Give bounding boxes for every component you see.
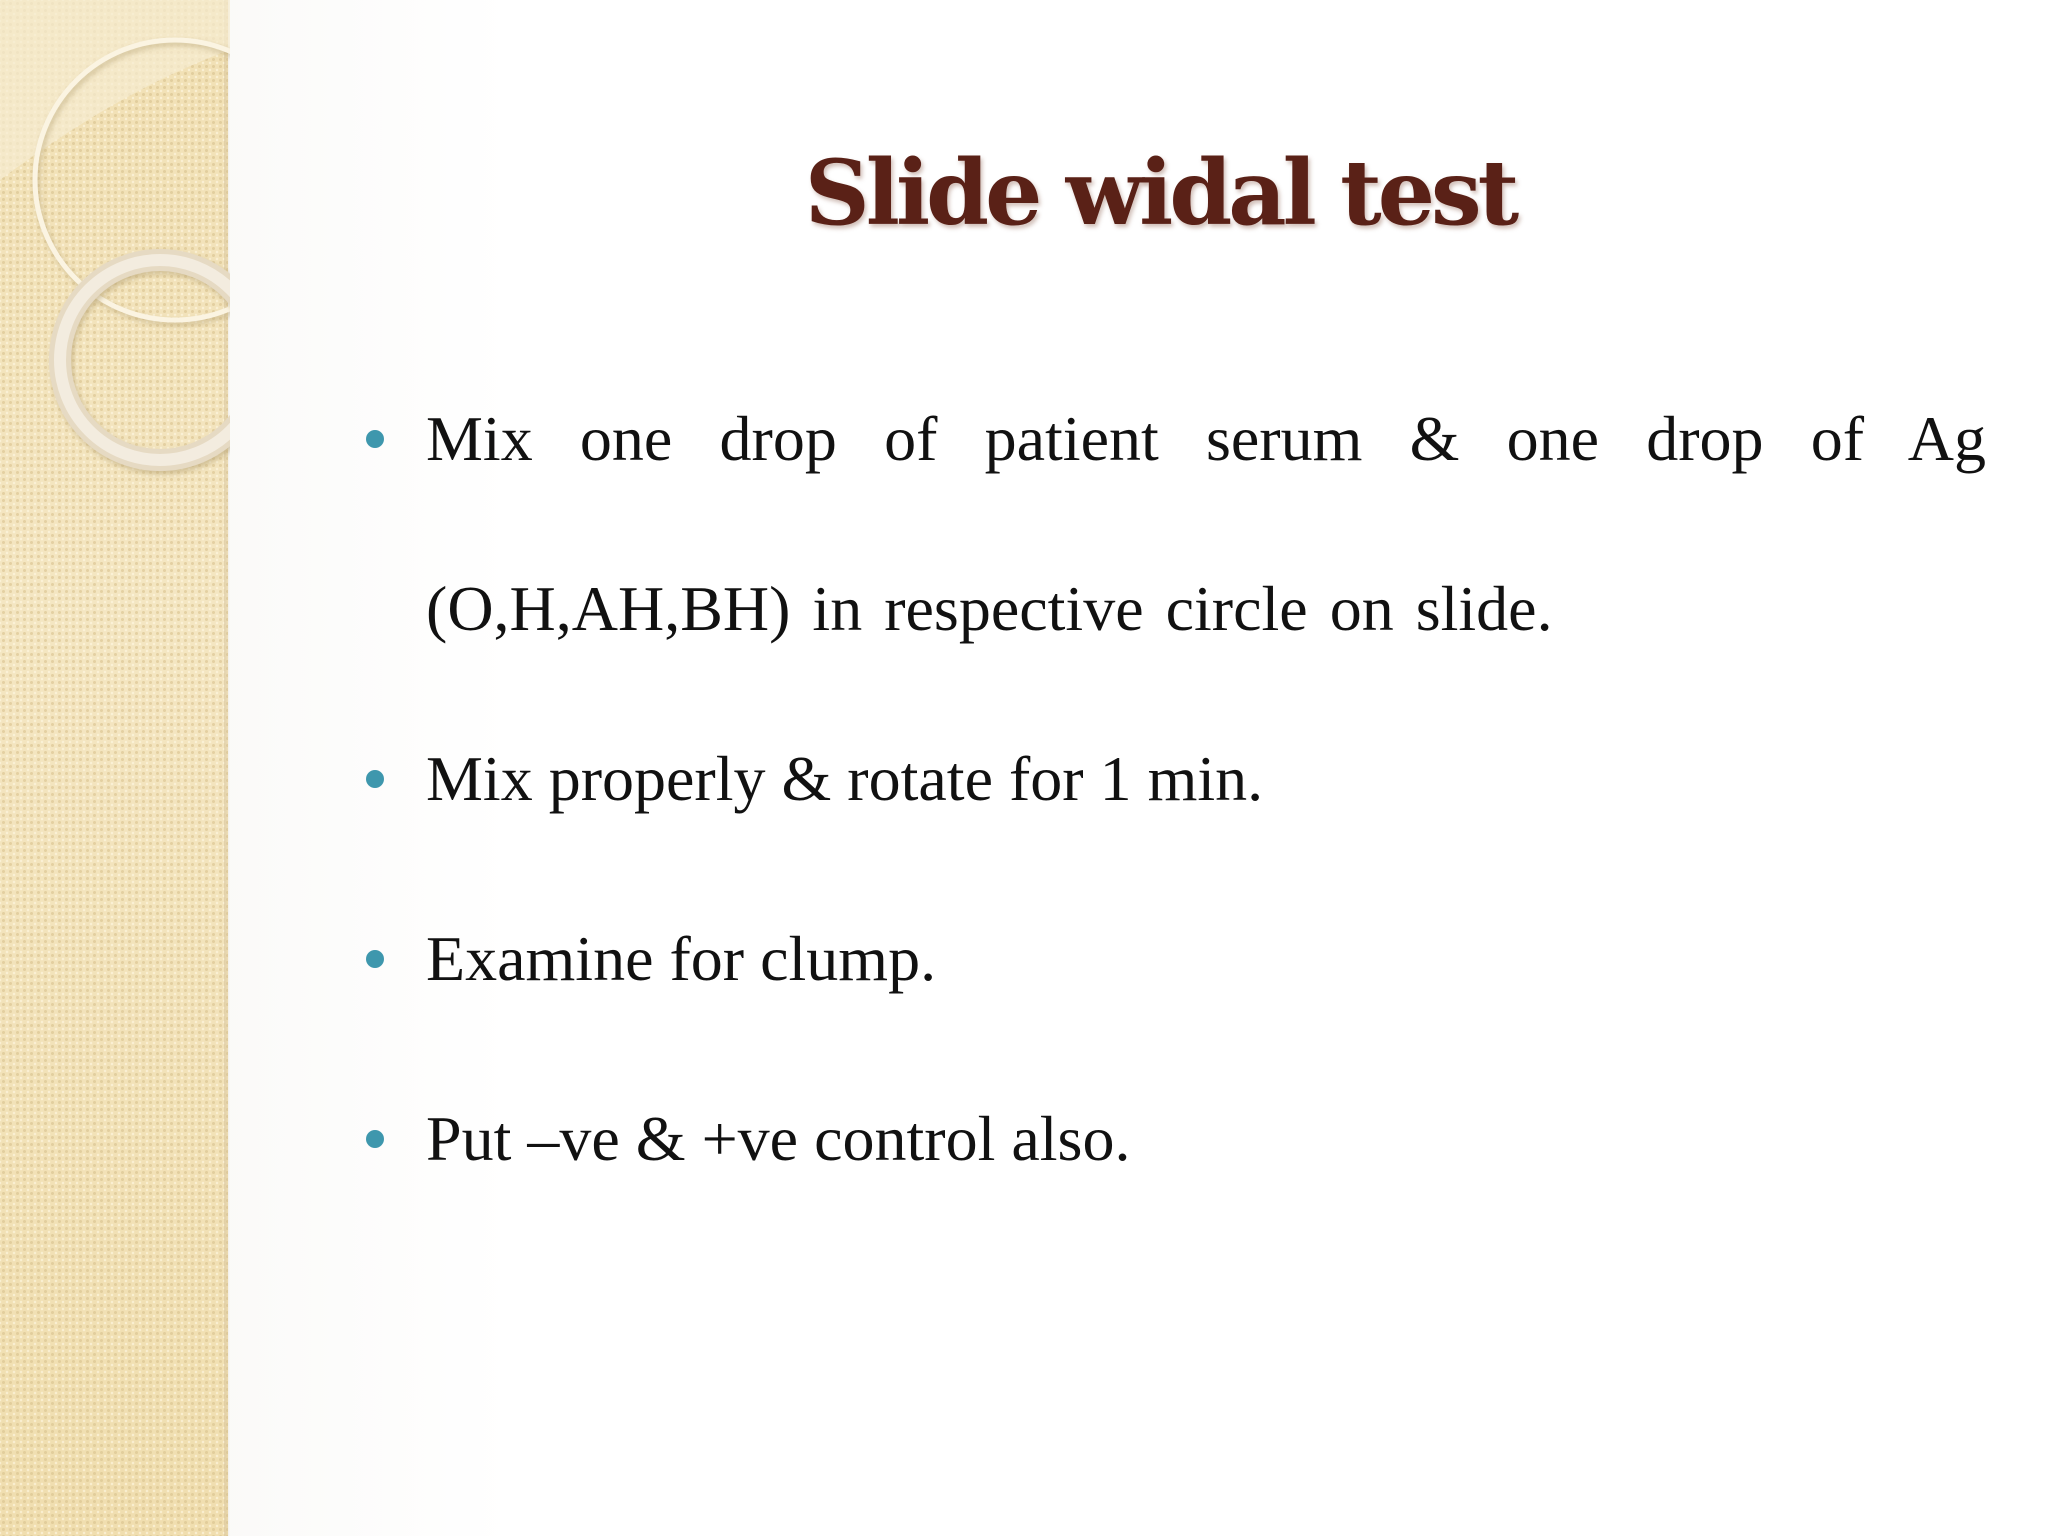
bullet-text: Mix properly & rotate for 1 min. (426, 743, 1264, 814)
list-item (356, 734, 1986, 824)
list-item (356, 1094, 1986, 1184)
bullet-dot-icon (366, 770, 384, 788)
list-item (356, 354, 1986, 694)
slide-title: Slide widal test (804, 140, 1516, 246)
list-item (356, 914, 1986, 1004)
bullet-dot-icon (366, 950, 384, 968)
decorative-rings (0, 0, 230, 520)
bullet-text: Put –ve & +ve control also. (426, 1103, 1131, 1174)
bullet-dot-icon (366, 430, 384, 448)
bullet-text: Mix one drop of patient serum & one drop of Ag (O,H,AH,BH) in respective circle on slide. (426, 403, 1986, 644)
bullet-text: Examine for clump. (426, 923, 937, 994)
bullet-list (356, 398, 1986, 1184)
bullet-dot-icon (366, 1130, 384, 1148)
